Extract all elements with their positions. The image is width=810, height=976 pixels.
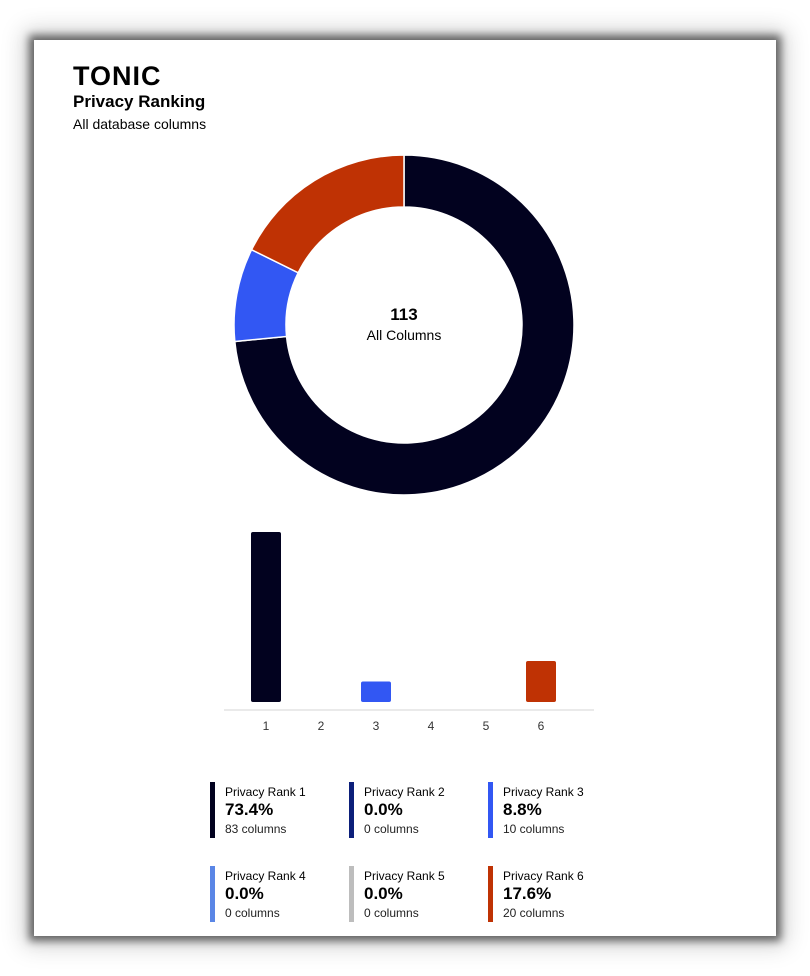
legend-name: Privacy Rank 2 — [364, 785, 445, 799]
legend-swatch — [349, 782, 354, 838]
legend-item-rank-5 — [349, 866, 488, 922]
tonic-logo: TONIC — [73, 61, 162, 91]
legend-item-rank-6 — [488, 866, 627, 922]
legend-item-rank-3 — [488, 782, 627, 838]
bar-rank-1 — [251, 532, 281, 702]
legend-count: 83 columns — [225, 822, 287, 836]
legend-item-rank-2 — [349, 782, 488, 838]
legend-percent: 0.0% — [364, 884, 403, 903]
bar-rank-6 — [526, 661, 556, 702]
x-tick-label: 6 — [537, 719, 545, 733]
legend-swatch — [210, 866, 215, 922]
legend-percent: 73.4% — [225, 800, 274, 819]
chart-title: Privacy Ranking — [73, 92, 206, 111]
x-tick-label: 5 — [482, 719, 490, 733]
legend-percent: 8.8% — [503, 800, 542, 819]
chart-subtitle: All database columns — [73, 116, 207, 132]
x-tick-label: 2 — [317, 719, 325, 733]
legend-percent: 17.6% — [503, 884, 552, 903]
privacy-ranking-card — [34, 40, 776, 936]
legend-item-rank-4 — [210, 866, 349, 922]
legend-percent: 0.0% — [364, 800, 403, 819]
legend-swatch — [210, 782, 215, 838]
bar-rank-3 — [361, 682, 391, 702]
legend-swatch — [488, 782, 493, 838]
legend-count: 10 columns — [503, 822, 565, 836]
x-tick-label: 3 — [372, 719, 380, 733]
legend-item-rank-1 — [210, 782, 349, 838]
legend-swatch — [488, 866, 493, 922]
donut-center-label: All Columns — [366, 327, 442, 343]
donut-chart — [34, 40, 776, 520]
bar-chart — [34, 510, 776, 740]
legend-count: 0 columns — [364, 906, 419, 920]
legend-name: Privacy Rank 3 — [503, 785, 584, 799]
legend-percent: 0.0% — [225, 884, 264, 903]
x-tick-label: 1 — [262, 719, 270, 733]
legend-count: 20 columns — [503, 906, 565, 920]
legend-swatch — [349, 866, 354, 922]
legend-name: Privacy Rank 5 — [364, 869, 445, 883]
legend-count: 0 columns — [225, 906, 280, 920]
donut-center-count: 113 — [390, 305, 418, 324]
legend-count: 0 columns — [364, 822, 419, 836]
donut-slice-rank-6 — [252, 155, 404, 273]
legend-name: Privacy Rank 1 — [225, 785, 306, 799]
x-tick-label: 4 — [427, 719, 435, 733]
legend-name: Privacy Rank 4 — [225, 869, 306, 883]
legend-name: Privacy Rank 6 — [503, 869, 584, 883]
